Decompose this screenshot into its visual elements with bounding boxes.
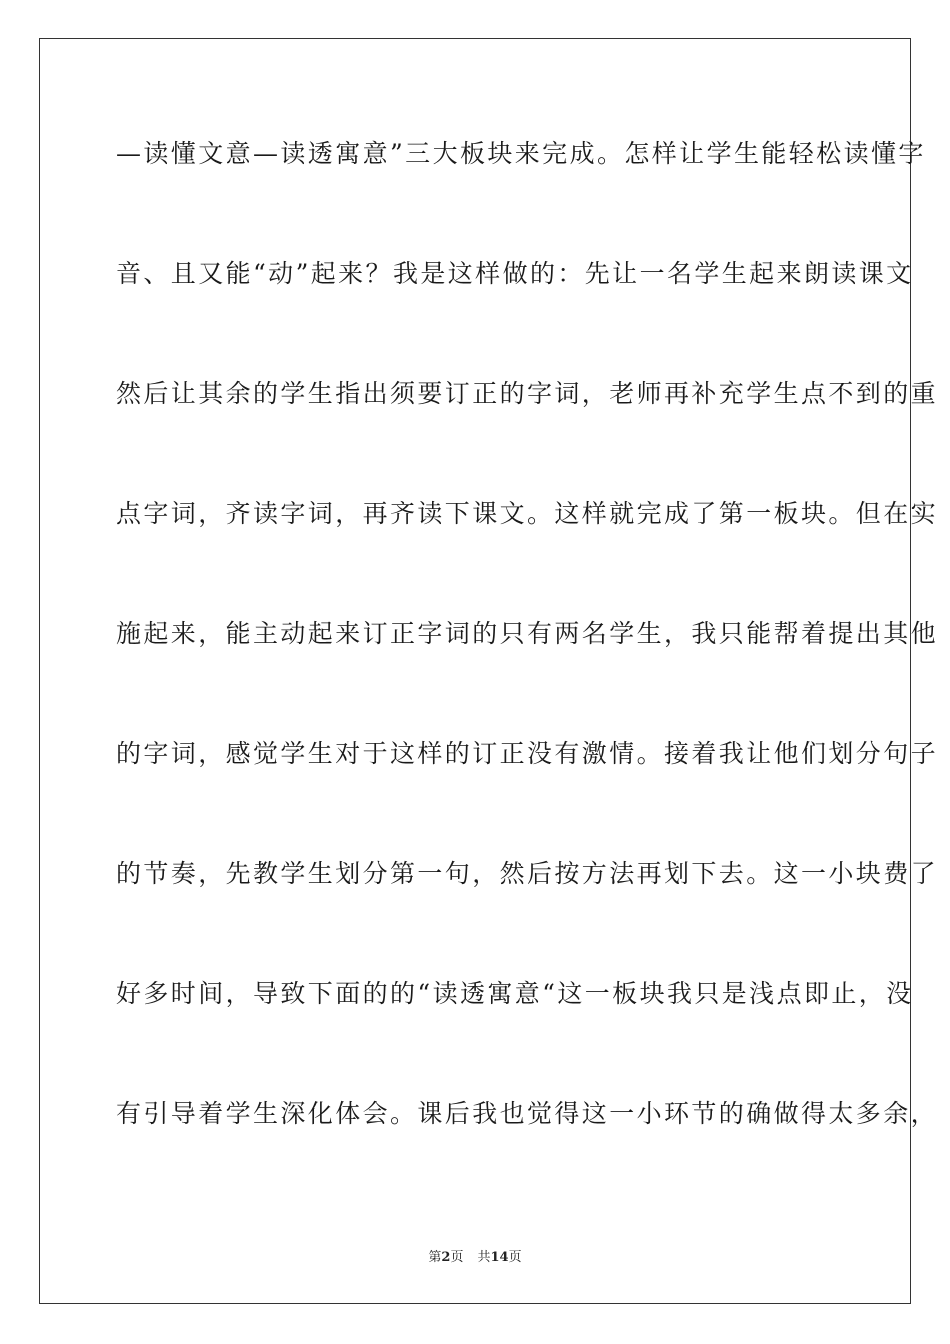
page-footer bbox=[0, 1246, 950, 1265]
page-prefix: 第 bbox=[428, 1250, 442, 1265]
total-prefix: 共 bbox=[477, 1250, 491, 1265]
total-suffix: 页 bbox=[508, 1250, 522, 1265]
text-line: 有引导着学生深化体会。课后我也觉得这一小环节的确做得太多余， bbox=[116, 1099, 939, 1128]
text-line: 点字词，齐读字词，再齐读下课文。这样就完成了第一板块。但在实 bbox=[116, 499, 939, 528]
page-number: 2 bbox=[441, 1250, 451, 1265]
page-suffix: 页 bbox=[450, 1250, 464, 1265]
text-line: 音、且又能“动”起来？我是这样做的：先让一名学生起来朗读课文 bbox=[116, 259, 914, 288]
total-pages: 14 bbox=[490, 1250, 509, 1265]
text-line: —读懂文意—读透寓意”三大板块来完成。怎样让学生能轻松读懂字 bbox=[116, 139, 926, 168]
text-line: 施起来，能主动起来订正字词的只有两名学生，我只能帮着提出其他 bbox=[116, 619, 939, 648]
text-line: 的节奏，先教学生划分第一句，然后按方法再划下去。这一小块费了 bbox=[116, 859, 939, 888]
text-line: 的字词，感觉学生对于这样的订正没有激情。接着我让他们划分句子 bbox=[116, 739, 939, 768]
text-line: 然后让其余的学生指出须要订正的字词，老师再补充学生点不到的重 bbox=[116, 379, 939, 408]
text-line: 好多时间，导致下面的的“读透寓意“这一板块我只是浅点即止，没 bbox=[116, 979, 914, 1008]
document-body bbox=[116, 130, 939, 1210]
